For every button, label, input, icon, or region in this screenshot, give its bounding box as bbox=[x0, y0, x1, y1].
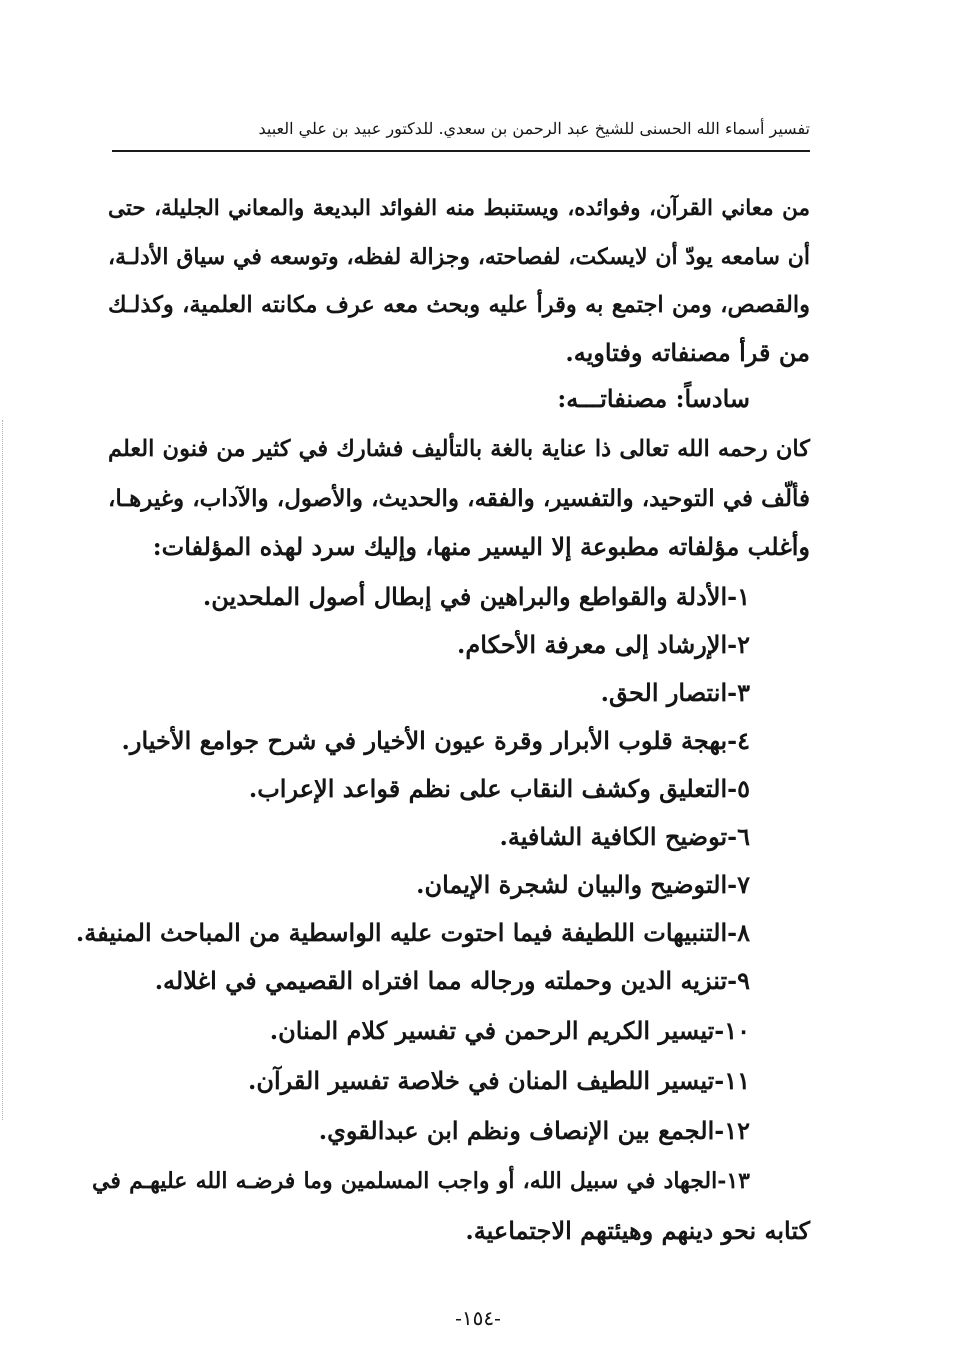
work-item-13: ١٣-الجهاد في سبيل الله، أو واجب المسلمين وما فرضـه الله عليهـم في bbox=[92, 1168, 750, 1194]
running-header: تفسير أسماء الله الحسنى للشيخ عبد الرحمن بن سعدي. للدكتور عبيد بن علي العبيد bbox=[258, 119, 810, 138]
work-item-12: ١٢-الجمع بين الإنصاف ونظم ابن عبدالقوي. bbox=[318, 1116, 750, 1145]
work-item-11: ١١-تيسير اللطيف المنان في خلاصة تفسير القرآن. bbox=[247, 1066, 750, 1095]
body-line-4: من قرأ مصنفاته وفتاويه. bbox=[565, 338, 810, 367]
work-item-5: ٥-التعليق وكشف النقاب على نظم قواعد الإعراب. bbox=[248, 774, 750, 803]
work-item-3: ٣-انتصار الحق. bbox=[600, 678, 750, 707]
work-item-7: ٧-التوضيح والبيان لشجرة الإيمان. bbox=[416, 870, 750, 899]
header-rule bbox=[112, 150, 810, 152]
intro-line-2: فألّف في التوحيد، والتفسير، والفقه، والحديث، والأصول، والآداب، وغيرهـا، bbox=[108, 485, 810, 512]
work-item-4: ٤-بهجة قلوب الأبرار وقرة عيون الأخيار في شرح جوامع الأخيار. bbox=[121, 726, 750, 755]
intro-line-1: كان رحمه الله تعالى ذا عناية بالغة بالتأليف فشارك في كثير من فنون العلم bbox=[108, 436, 810, 462]
work-item-1: ١-الأدلة والقواطع والبراهين في إبطال أصول الملحدين. bbox=[202, 582, 750, 611]
body-line-3: والقصص، ومن اجتمع به وقرأ عليه وبحث معه عرف مكانته العلمية، وكذلـك bbox=[108, 292, 810, 318]
section-heading: سادساً: مصنفاتـــه: bbox=[557, 384, 750, 413]
scan-margin-mark bbox=[2, 420, 4, 1120]
work-item-6: ٦-توضيح الكافية الشافية. bbox=[499, 822, 750, 851]
body-line-2: أن سامعه يودّ أن لايسكت، لفصاحته، وجزالة لفظه، وتوسعه في سياق الأدلـة، bbox=[108, 244, 810, 270]
body-line-1: من معاني القرآن، وفوائده، ويستنبط منه الفوائد البديعة والمعاني الجليلة، حتى bbox=[108, 196, 810, 221]
work-item-8: ٨-التنبيهات اللطيفة فيما احتوت عليه الواسطية من المباحث المنيفة. bbox=[75, 918, 750, 947]
page-number: -١٥٤- bbox=[455, 1306, 501, 1330]
work-item-9: ٩-تنزيه الدين وحملته ورجاله مما افتراه القصيمي في اغلاله. bbox=[154, 966, 750, 995]
work-item-13-continuation: كتابه نحو دينهم وهيئتهم الاجتماعية. bbox=[465, 1216, 810, 1245]
intro-line-3: وأغلب مؤلفاته مطبوعة إلا اليسير منها، وإليك سرد لهذه المؤلفات: bbox=[152, 532, 810, 561]
work-item-2: ٢-الإرشاد إلى معرفة الأحكام. bbox=[457, 630, 750, 659]
work-item-10: ١٠-تيسير الكريم الرحمن في تفسير كلام المنان. bbox=[269, 1016, 750, 1045]
